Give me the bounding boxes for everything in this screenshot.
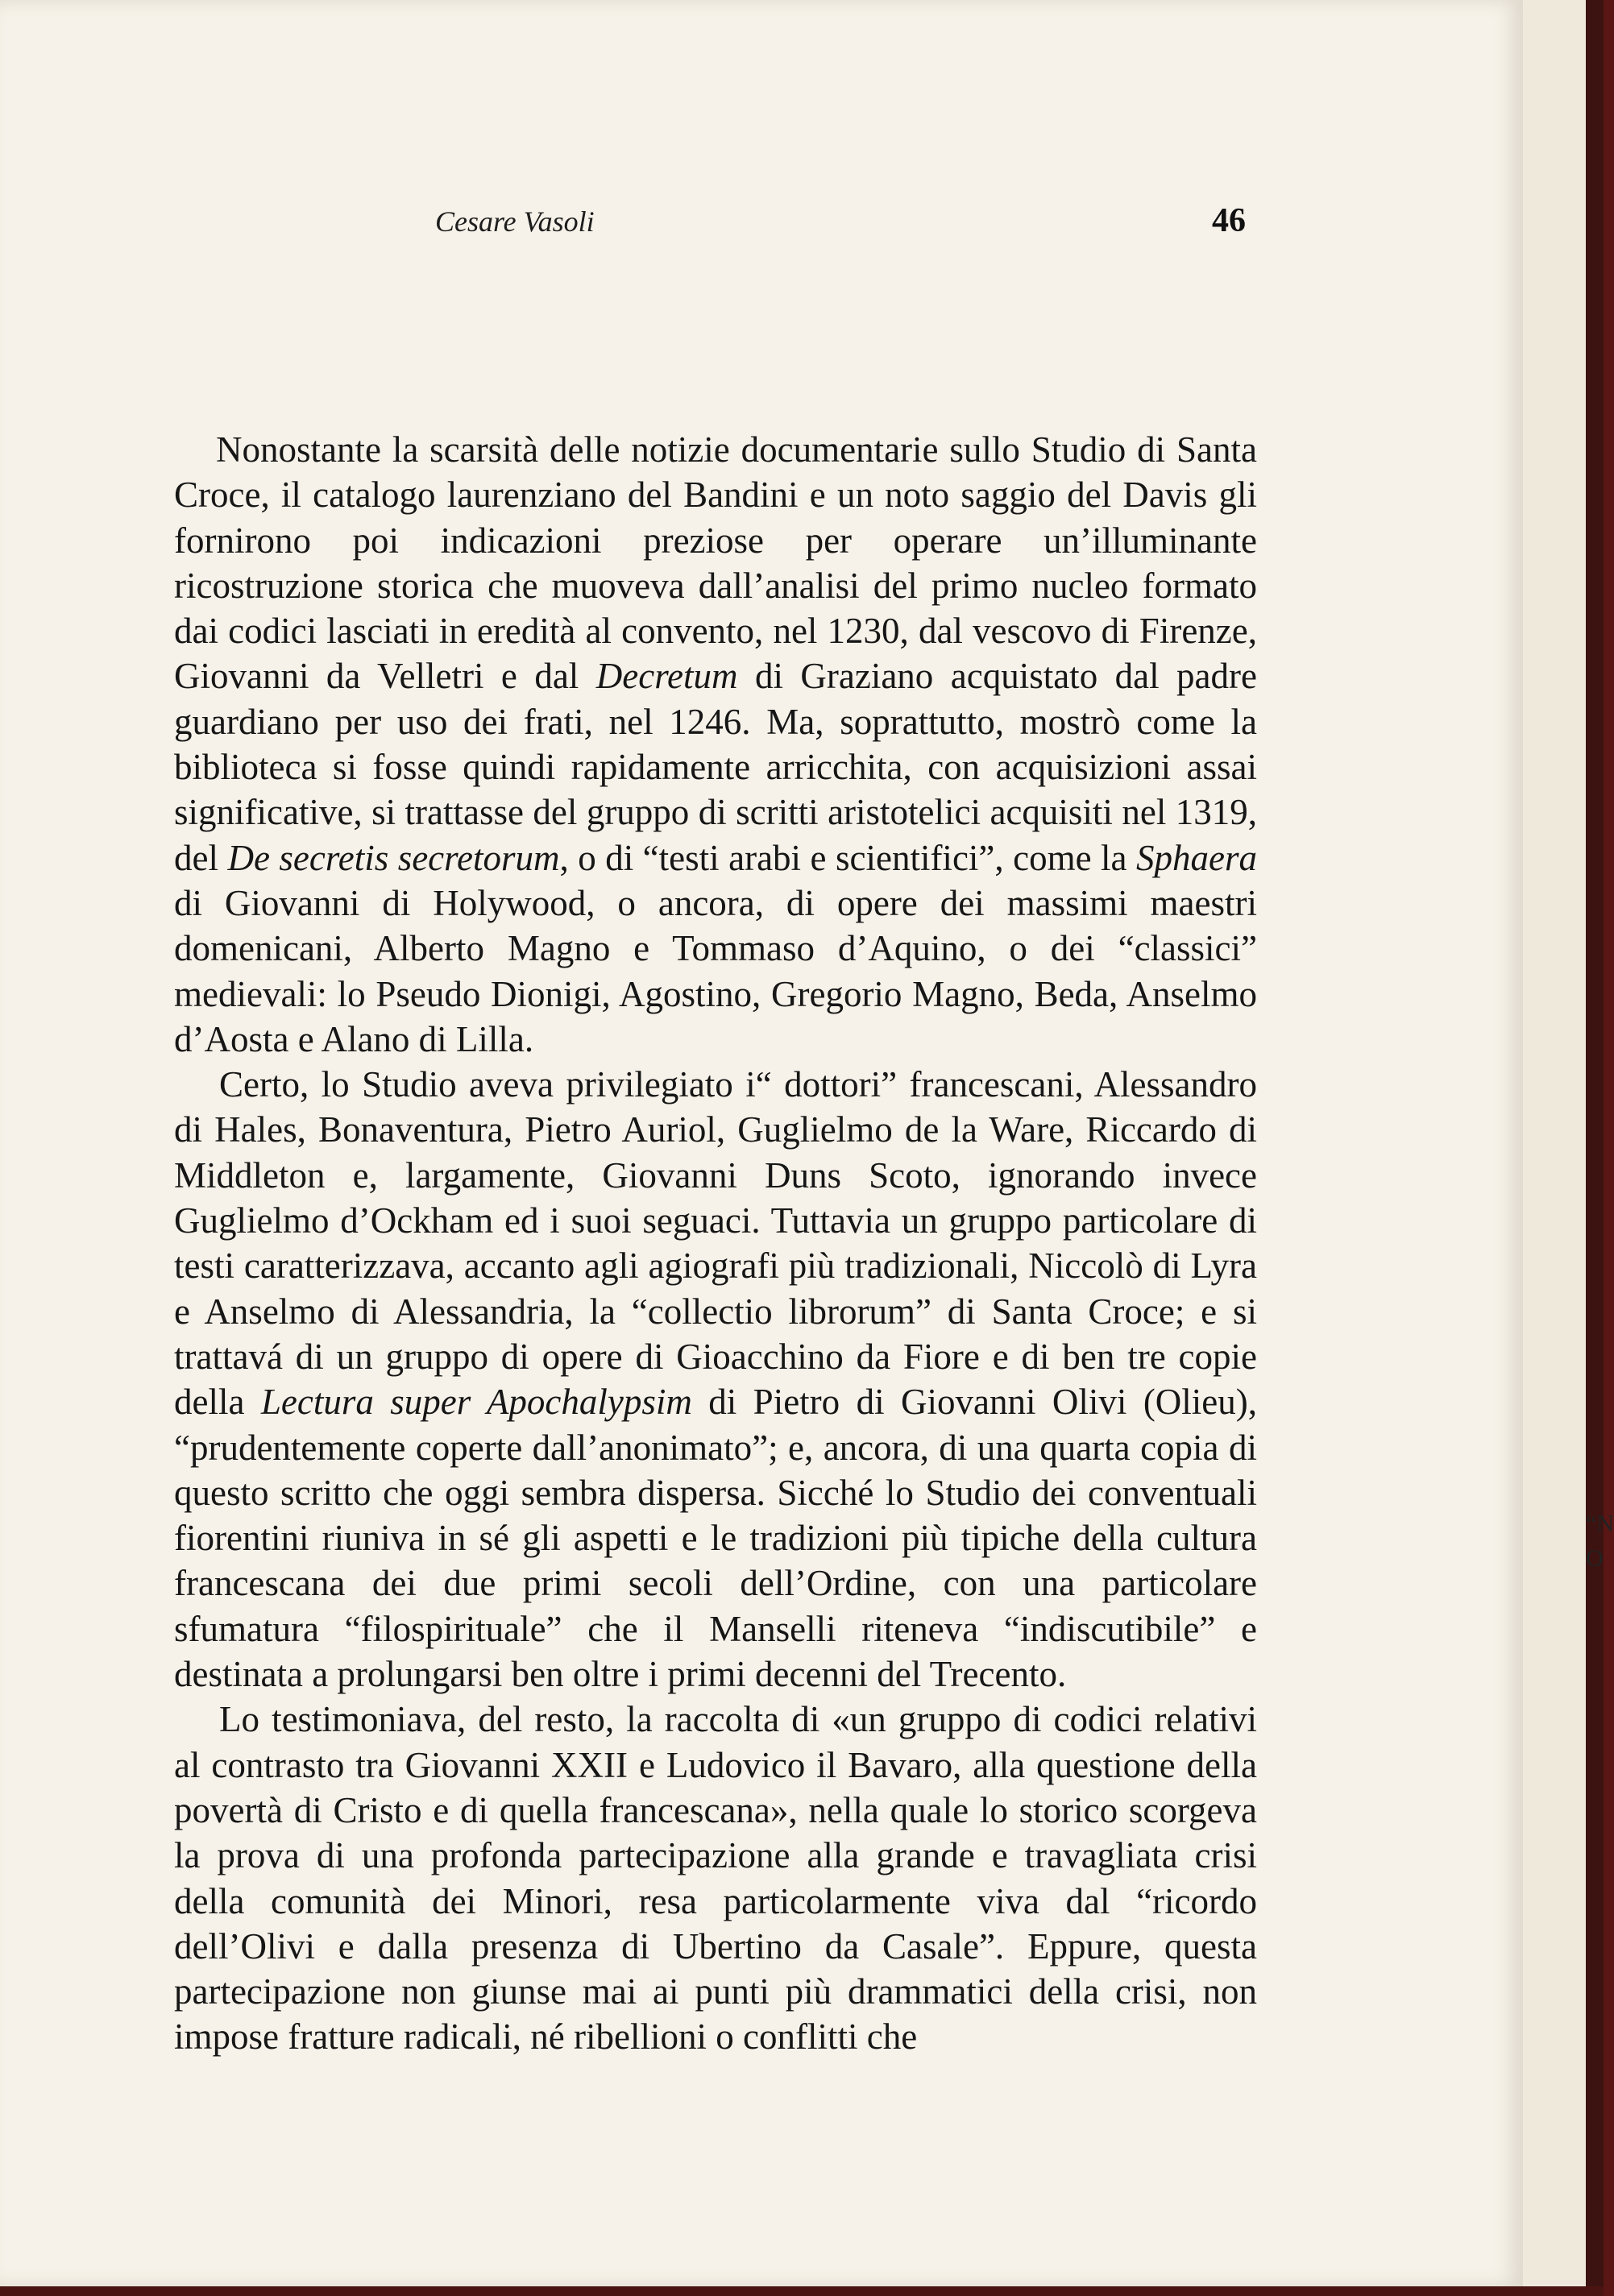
paragraph-3-part-1: Lo testimoniava, del resto, la raccolta di «un gruppo di codici relativi al contrasto tra Giovanni XXII e Ludovico il Bavaro, alla questione della povertà di Cristo e di quella francescana», nella quale lo storico scorgeva la prova di una profonda partecipazione alla grande e travagliata crisi della comunità dei Minori, resa particolarmente viva dal “ricordo dell’Olivi e dalla presenza di Ubertino da Casale”. Eppure, questa partecipazione non giunse mai ai punti più drammatici della crisi, non impose fratture radicali, né ribellioni o conflitti che [174, 1699, 1257, 2058]
body-text [174, 427, 1257, 2060]
show-through-decoration [169, 211, 1217, 292]
paragraph-1-part-3: , o di “testi arabi e scientifici”, come la [559, 837, 1136, 878]
page-number: 46 [1212, 202, 1246, 239]
adjacent-page-fragment-2: O [1586, 1545, 1604, 1572]
adjacent-page-edge [1523, 0, 1604, 2296]
paragraph-2 [174, 1062, 1257, 1697]
italic-title-de-secretis: De secretis secretorum [227, 837, 560, 878]
adjacent-page-fragment-1: “N [1586, 1511, 1614, 1537]
italic-title-sphaera: Sphaera [1136, 837, 1257, 878]
running-head-author: Cesare Vasoli [435, 205, 595, 238]
paragraph-1-part-1: Nonostante la scarsità delle notizie documentarie sullo Studio di Santa Croce, il catalogo laurenziano del Bandini e un noto saggio del Davis gli fornirono poi indicazioni preziose per operare un’illuminante ricostruzione storica che muoveva dall’analisi del primo nucleo formato dai codici lasciati in eredità al convento, nel 1230, dal vescovo di Firenze, Giovanni da Velletri e dal [174, 429, 1257, 697]
italic-title-decretum: Decretum [595, 656, 738, 697]
paragraph-1-part-2: di Graziano acquistato dal padre guardiano per uso dei frati, nel 1246. Ma, soprattutto, mostrò come la biblioteca si fosse quindi rapidamente arricchita, con acquisizioni assai significative, si trattasse del gruppo di scritti aristotelici acquisiti nel 1319, del [174, 656, 1257, 878]
paragraph-1-part-4: di Giovanni di Holywood, o ancora, di opere dei massimi maestri domenicani, Alberto Magno e Tommaso d’Aquino, o dei “classici” medievali: lo Pseudo Dionigi, Agostino, Gregorio Magno, Beda, Anselmo d’Aosta e Alano di Lilla. [174, 882, 1257, 1059]
italic-title-lectura: Lectura super Apochalypsim [260, 1382, 692, 1423]
paragraph-2-part-2: di Pietro di Giovanni Olivi (Olieu), “prudentemente coperte dall’anonimato”; e, ancora, di una quarta copia di questo scritto che oggi sembra dispersa. Sicché lo Studio dei conventuali fiorentini riuniva in sé gli aspetti e le tradizioni più tipiche della cultura francescana dei due primi secoli dell’Ordine, con una particolare sfumatura “filospirituale” che il Manselli riteneva “indiscutibile” e destinata a prolungarsi ben oltre i primi decenni del Trecento. [174, 1382, 1258, 1695]
book-cover-edge [0, 2286, 1604, 2296]
paragraph-2-part-1: Certo, lo Studio aveva privilegiato i“ dottori” francescani, Alessandro di Hales, Bonaventura, Pietro Auriol, Guglielmo de la Ware, Riccardo di Middleton e, largamente, Giovanni Duns Scoto, ignorando invece Guglielmo d’Ockham ed i suoi seguaci. Tuttavia un gruppo particolare di testi caratterizzava, accanto agli agiografi più tradizionali, Niccolò di Lyra e Anselmo di Alessandria, la “collectio librorum” di Santa Croce; e si trattavá di un gruppo di opere di Gioacchino da Fiore e di ben tre copie della [174, 1064, 1257, 1423]
paragraph-1 [174, 427, 1257, 1062]
paragraph-3 [174, 1697, 1257, 2059]
